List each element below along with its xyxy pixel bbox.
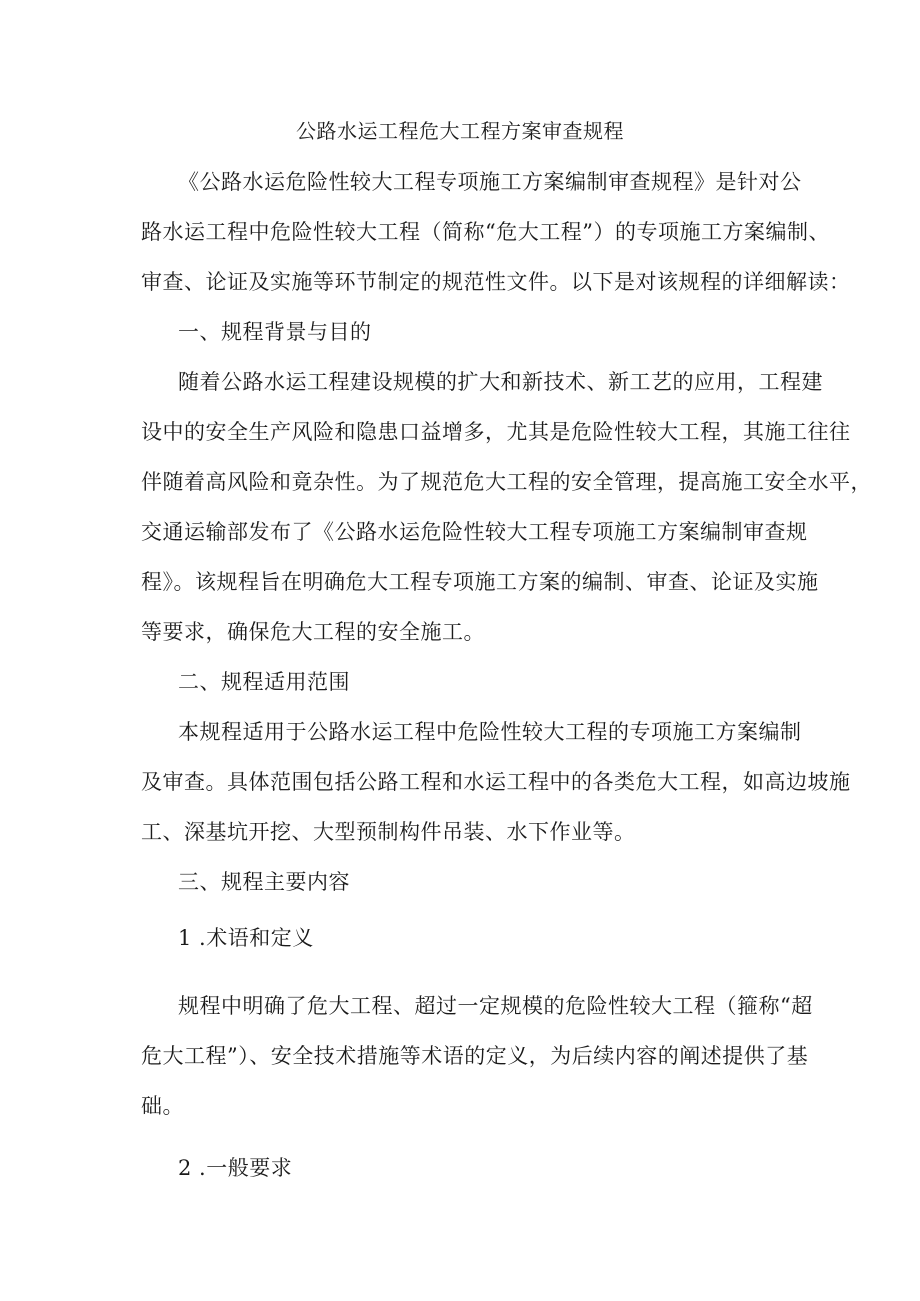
section-1-heading: 一、规程背景与目的 — [178, 320, 372, 344]
intro-line-2: 路水运工程中危险性较大工程（简称“危大工程”）的专项施工方案编制、 — [141, 220, 830, 244]
section-2-line-2: 及审查。具体范围包括公路工程和水运工程中的各类危大工程，如高边坡施 — [141, 770, 851, 794]
item-1-line-1: 规程中明确了危大工程、超过一定规模的危险性较大工程（箍称“超 — [178, 994, 813, 1018]
section-1-line-3: 伴随着高风险和竟杂性。为了规范危大工程的安全管理，提高施工安全水平， — [141, 470, 872, 494]
item-1-line-2: 危大工程”）、安全技术措施等术语的定义，为后续内容的阐述提供了基 — [141, 1044, 809, 1068]
intro-line-1: 《公路水运危险性较大工程专项施工方案编制审查规程》是针对公 — [178, 170, 802, 194]
section-1-line-1: 随着公路水运工程建设规模的扩大和新技术、新工艺的应用，工程建 — [178, 370, 823, 394]
item-1-line-3: 础。 — [141, 1094, 184, 1118]
section-1-line-4: 交通运输部发布了《公路水运危险性较大工程专项施工方案编制审查规 — [141, 520, 808, 544]
section-2-line-1: 本规程适用于公路水运工程中危险性较大工程的专项施工方案编制 — [178, 720, 802, 744]
section-3-heading: 三、规程主要内容 — [178, 870, 350, 894]
section-2-line-3: 工、深基坑开挖、大型预制构件吊装、水下作业等。 — [141, 820, 636, 844]
item-1-heading: 1 .术语和定义 — [178, 926, 314, 950]
document-title: 公路水运工程危大工程方案审查规程 — [296, 119, 624, 143]
section-1-line-5: 程》。该规程旨在明确危大工程专项施工方案的编制、审查、论证及实施 — [141, 570, 819, 594]
intro-line-3: 审查、论证及实施等环节制定的规范性文件。以下是对该规程的详细解读： — [141, 270, 851, 294]
section-1-line-6: 等要求，确保危大工程的安全施工。 — [141, 620, 485, 644]
section-2-heading: 二、规程适用范围 — [178, 670, 350, 694]
item-2-heading: 2 .一般要求 — [178, 1156, 293, 1180]
section-1-line-2: 设中的安全生产风险和隐患口益增多，尤其是危险性较大工程，其施工往往 — [141, 420, 851, 444]
